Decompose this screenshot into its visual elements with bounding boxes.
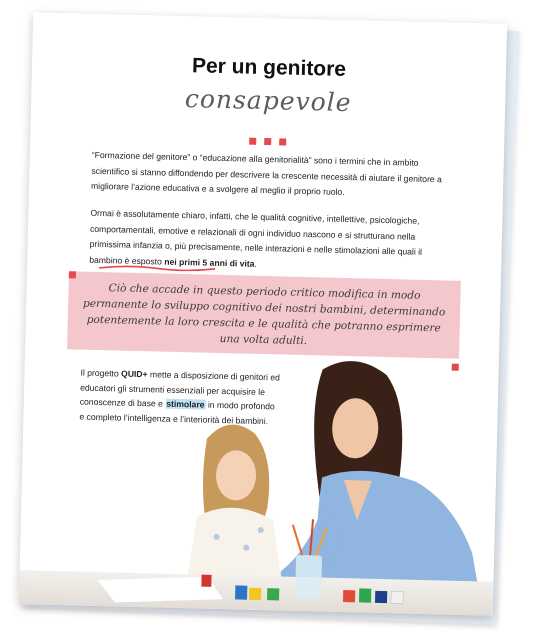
project-end: in modo profondo e completo l’intelligenza e l’interiorità dei bambini. xyxy=(79,399,275,426)
project-intro: Il progetto xyxy=(80,367,122,379)
project-name: QUID+ xyxy=(120,368,148,380)
body-paragraph-end: . xyxy=(254,258,258,269)
red-square xyxy=(264,138,271,145)
project-mid: mette a disposizione di genitori ed educatori gli strumenti essenziali per acquisire le conoscenze di base e xyxy=(79,369,281,409)
quote-text: Ciò che accade in questo periodo critico modifica in modo permanente lo sviluppo cognitivo dei nostri bambini, determinando potentemente la loro crescita e le qualità che potranno esprimere una volta adulti. xyxy=(82,282,446,348)
red-square xyxy=(279,138,286,145)
body-paragraph-text: Ormai è assolutamente chiaro, infatti, che le qualità cognitive, intellettive, psicologiche, comportamentali, emotive e relazionali di ogni individuo nascono e si strutturano nella primissima infanzia o, più precisamente, nelle interazioni e nelle stimolazioni alle quali il bambino è esposto xyxy=(89,207,423,267)
body-paragraph-emphasis: nei primi 5 anni di vita xyxy=(164,256,255,269)
page-subtitle: consapevole xyxy=(184,84,352,118)
intro-paragraph: “Formazione del genitore” o “educazione alla genitorialità” sono i termini che in ambito scientifico si stanno diffondendo per descrivere la crescente necessità di aiutare il genitore a migliorare l’azione educativa e a svolgere al meglio il proprio ruolo. xyxy=(90,149,442,197)
red-square xyxy=(249,138,256,145)
project-paragraph xyxy=(79,366,280,429)
brochure-page xyxy=(19,12,507,615)
page-title: Per un genitore xyxy=(191,54,347,81)
quote-corner-square xyxy=(69,271,76,278)
project-highlight: stimolare xyxy=(166,398,205,410)
